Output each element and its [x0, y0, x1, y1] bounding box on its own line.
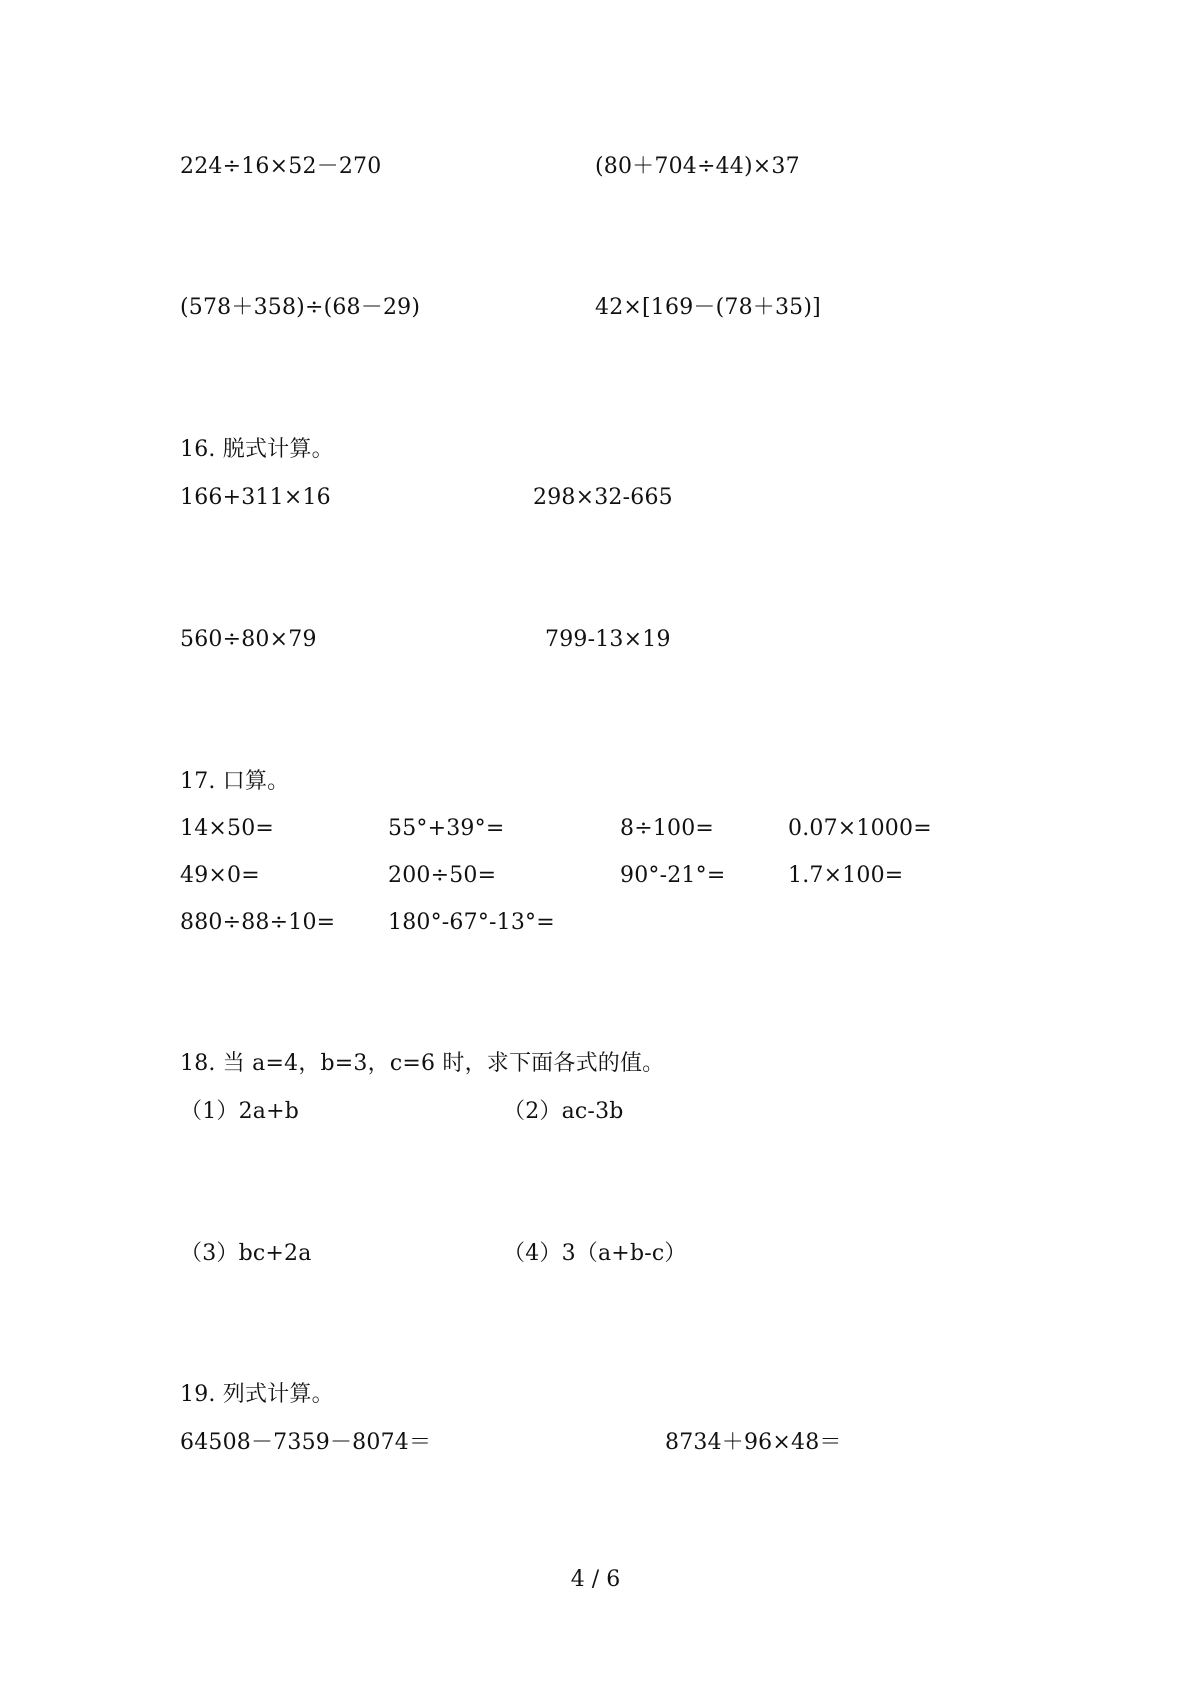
section-16-title: 16. 脱式计算。: [180, 437, 334, 462]
mental-math-r1-c4: 0.07×1000=: [788, 816, 932, 841]
expression-19-right: 8734＋96×48＝: [665, 1430, 842, 1455]
expression-18-item-4: （4）3（a+b-c）: [503, 1241, 687, 1266]
section-17-title: 17. 口算。: [180, 769, 290, 794]
expression-16-row2-left: 560÷80×79: [180, 627, 317, 652]
section-19-title: 19. 列式计算。: [180, 1382, 334, 1407]
mental-math-r3-c2: 180°-67°-13°=: [388, 910, 555, 935]
expression-15-row2-left: (578＋358)÷(68－29): [180, 295, 421, 320]
mental-math-r2-c3: 90°-21°=: [620, 863, 726, 888]
page-number: 4 / 6: [570, 1567, 621, 1592]
expression-15-row1-right: (80＋704÷44)×37: [595, 154, 800, 179]
mental-math-r2-c4: 1.7×100=: [788, 863, 904, 888]
expression-19-left: 64508－7359－8074＝: [180, 1430, 432, 1455]
expression-16-row1-left: 166+311×16: [180, 485, 331, 510]
section-18-title: 18. 当 a=4，b=3，c=6 时，求下面各式的值。: [180, 1051, 665, 1076]
expression-18-item-2: （2）ac-3b: [503, 1099, 624, 1124]
mental-math-r2-c1: 49×0=: [180, 863, 260, 888]
expression-15-row2-right: 42×[169－(78＋35)]: [595, 295, 821, 320]
mental-math-r1-c2: 55°+39°=: [388, 816, 505, 841]
expression-15-row1-left: 224÷16×52－270: [180, 154, 382, 179]
expression-18-item-1: （1）2a+b: [180, 1099, 300, 1124]
mental-math-r2-c2: 200÷50=: [388, 863, 497, 888]
expression-16-row2-right: 799-13×19: [545, 627, 671, 652]
mental-math-r1-c1: 14×50=: [180, 816, 275, 841]
mental-math-r3-c1: 880÷88÷10=: [180, 910, 336, 935]
expression-18-item-3: （3）bc+2a: [180, 1241, 312, 1266]
mental-math-r1-c3: 8÷100=: [620, 816, 715, 841]
expression-16-row1-right: 298×32-665: [533, 485, 673, 510]
